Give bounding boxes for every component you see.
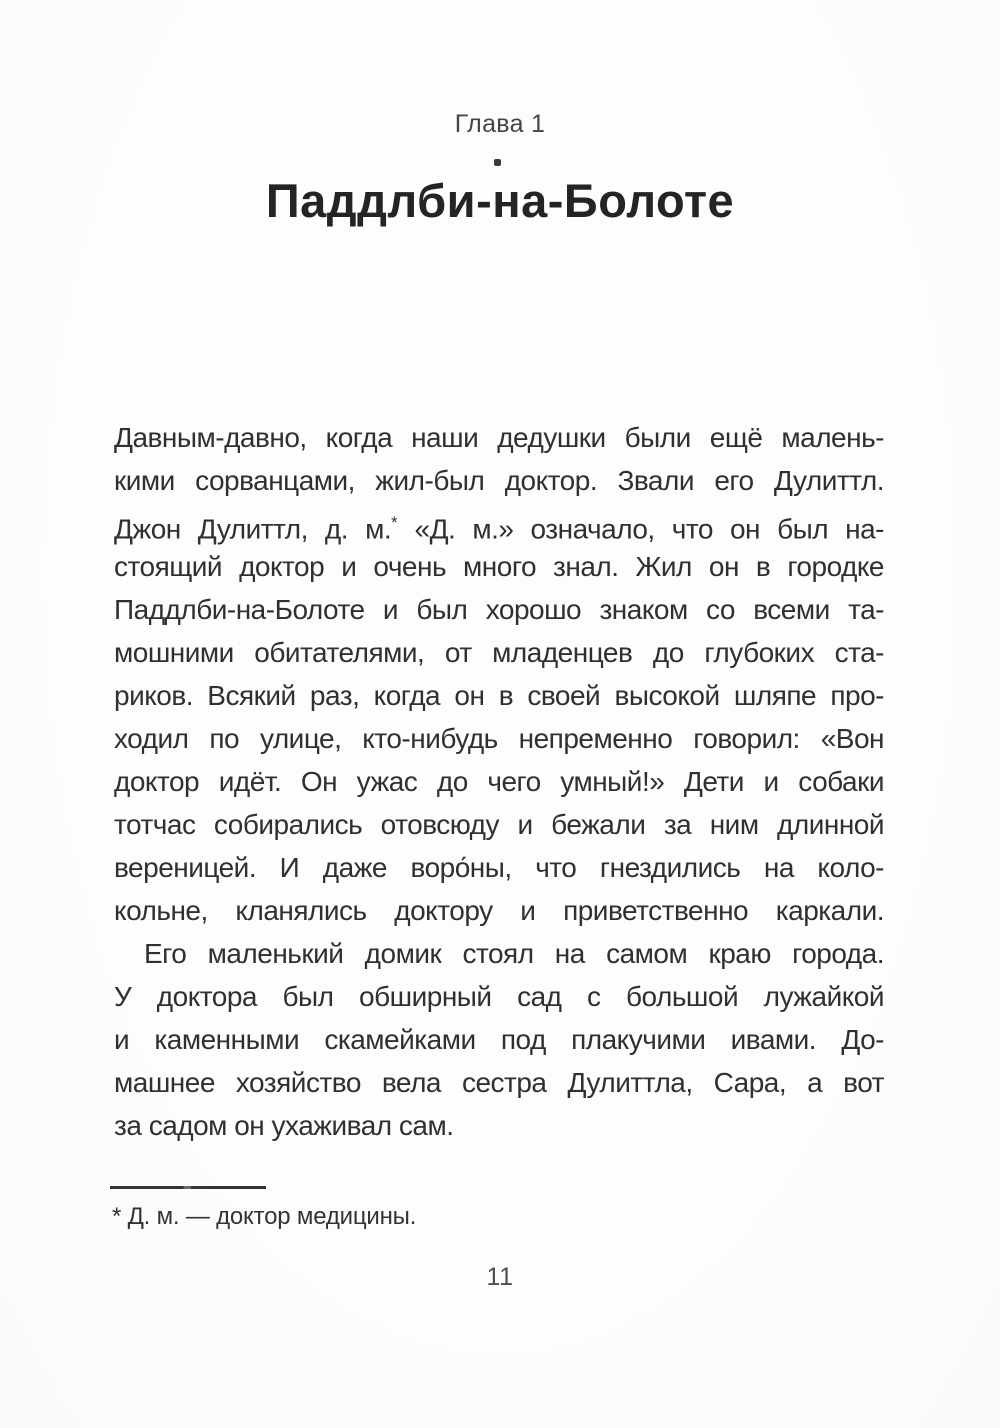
text-line: ходил по улице, кто-нибудь непременно говорил: «Вон <box>114 723 884 754</box>
page-number: 11 <box>486 1263 514 1291</box>
text-line: вереницей. И даже воро́ны, что гнездились на коло- <box>114 852 884 883</box>
text-line: Давным-давно, когда наши дедушки были ещё малень- <box>114 422 884 453</box>
page-title: Паддлби-на-Болоте <box>265 174 735 227</box>
text-line: Его маленький домик стоял на самом краю города. <box>144 938 884 969</box>
text-line: Паддлби-на-Болоте и был хорошо знаком со всеми та- <box>114 594 884 625</box>
text-line: мошними обитателями, от младенцев до глубоких ста- <box>114 637 884 668</box>
dot-ornament <box>494 159 501 166</box>
text-segment: Джон Дулиттл, д. м. <box>114 513 392 545</box>
text-line: за садом он ухаживал сам. <box>114 1110 454 1141</box>
text-line: У доктора был обширный сад с большой лужайкой <box>114 981 884 1012</box>
text-line: кими сорванцами, жил-был доктор. Звали его Дулиттл. <box>114 465 884 496</box>
footnote-marker: * <box>391 514 398 532</box>
text-line: тотчас собирались отовсюду и бежали за ним длинной <box>114 809 884 840</box>
text-line <box>114 502 884 545</box>
text-line: машнее хозяйство вела сестра Дулиттла, Сара, а вот <box>114 1067 884 1098</box>
footnote-text: * Д. м. — доктор медицины. <box>112 1203 417 1230</box>
footnote-rule <box>110 1186 266 1189</box>
text-line: риков. Всякий раз, когда он в своей высокой шляпе про- <box>114 680 884 711</box>
text-line: стоящий доктор и очень много знал. Жил он в городке <box>114 551 884 582</box>
text-line: доктор идёт. Он ужас до чего умный!» Дети и собаки <box>114 766 884 797</box>
text-line: кольне, кланялись доктору и приветственно каркали. <box>114 895 884 926</box>
text-segment: «Д. м.» означало, что он был на- <box>397 513 884 545</box>
text-line: и каменными скамейками под плакучими ивами. До- <box>114 1024 884 1055</box>
body-text <box>114 416 884 1147</box>
chapter-label: Глава 1 <box>454 110 546 138</box>
